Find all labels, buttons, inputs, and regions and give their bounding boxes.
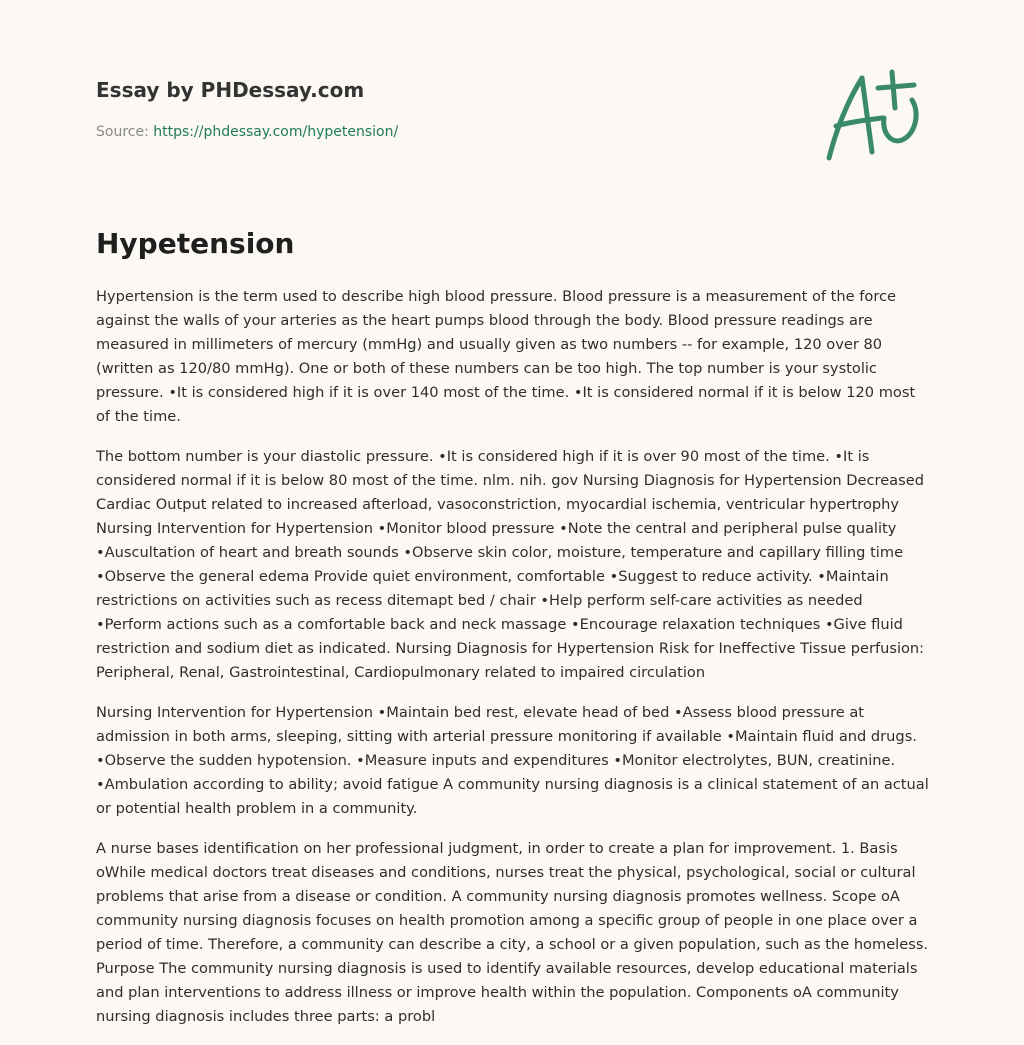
source-link[interactable]: https://phdessay.com/hypetension/ <box>153 124 399 140</box>
essay-paragraph: Nursing Intervention for Hypertension •Maintain bed rest, elevate head of bed •Assess blood pressure at admission in both arms, sleeping, sitting with arterial pressure monitoring if available •Maintain fluid and drugs. •Observe the sudden hypotension. •Measure inputs and expenditures •Monitor electrolytes, BUN, creatinine. •Ambulation according to ability; avoid fatigue A community nursing diagnosis is a clinical statement of an actual or potential health problem in a community. <box>96 704 929 817</box>
source-line <box>96 122 796 142</box>
a-plus-grade-icon <box>822 68 928 164</box>
essay-paragraph: The bottom number is your diastolic pressure. •It is considered high if it is over 90 most of the time. •It is considered normal if it is below 80 most of the time. nlm. nih. gov Nursing Diagnosis for Hypertension Decreased Cardiac Output related to increased afterload, vasoconstriction, myocardial ischemia, ventricular hypertrophy Nursing Intervention for Hypertension •Monitor blood pressure •Note the central and peripheral pulse quality •Auscultation of heart and breath sounds •Observe skin color, moisture, temperature and capillary filling time •Observe the general edema Provide quiet environment, comfortable •Suggest to reduce activity. •Maintain restrictions on activities such as recess ditemapt bed / chair •Help perform self-care activities as needed •Perform actions such as a comfortable back and neck massage •Encourage relaxation techniques •Give fluid restriction and sodium diet as indicated. Nursing Diagnosis for Hypertension Risk for Ineffective Tissue perfusion: Peripheral, Renal, Gastrointestinal, Cardiopulmonary related to impaired circulation <box>96 448 925 681</box>
essay-paragraph: A nurse bases identification on her professional judgment, in order to create a plan for improvement. 1. Basis oWhile medical doctors treat diseases and conditions, nurses treat the physical, psychological, social or cultural problems that arise from a disease or condition. A community nursing diagnosis promotes wellness. Scope oA community nursing diagnosis focuses on health promotion among a specific group of people in one place over a period of time. Therefore, a community can describe a city, a school or a given population, such as the homeless. Purpose The community nursing diagnosis is used to identify available resources, develop educational materials and plan interventions to address illness or improve health within the population. Components oA community nursing diagnosis includes three parts: a probl <box>96 840 929 1025</box>
essay-body <box>96 285 932 1045</box>
essay-title: Hypetension <box>96 227 295 260</box>
essay-header <box>96 76 796 142</box>
essay-paragraph: Hypertension is the term used to describe high blood pressure. Blood pressure is a measurement of the force against the walls of your arteries as the heart pumps blood through the body. Blood pressure readings are measured in millimeters of mercury (mmHg) and usually given as two numbers -- for example, 120 over 80 (written as 120/80 mmHg). One or both of these numbers can be too high. The top number is your systolic pressure. •It is considered high if it is over 140 most of the time. •It is considered normal if it is below 120 most of the time. <box>96 288 916 425</box>
site-title: Essay by PHDessay.com <box>96 78 365 102</box>
source-label: Source: <box>96 124 154 140</box>
